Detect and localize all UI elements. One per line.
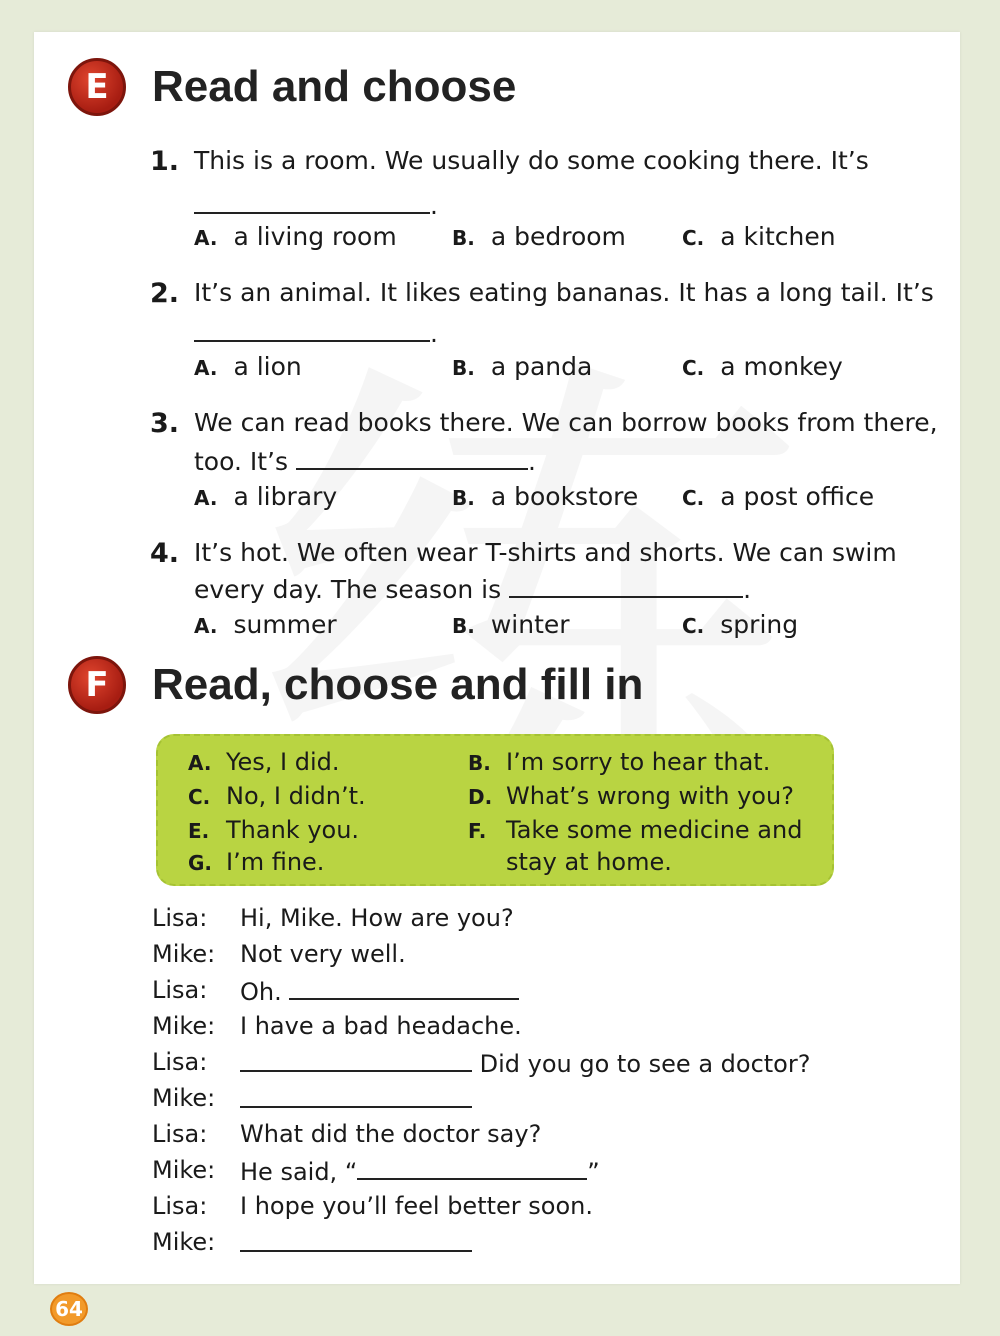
answer-blank[interactable]: [240, 1048, 472, 1072]
answer-blank[interactable]: [240, 1084, 472, 1108]
page-number-badge: 64: [50, 1292, 88, 1326]
section-f-title: Read, choose and fill in: [152, 660, 644, 709]
speaker: Lisa:: [152, 1120, 208, 1148]
option-a[interactable]: A. a living room: [194, 222, 397, 251]
line-text: I have a bad headache.: [240, 1012, 522, 1040]
answer-blank[interactable]: .: [194, 190, 438, 220]
answer-blank[interactable]: [240, 1228, 472, 1252]
option-b[interactable]: B. winter: [452, 610, 570, 639]
answer-blank[interactable]: .: [194, 318, 438, 348]
section-e-title: Read and choose: [152, 62, 517, 111]
line-text: I hope you’ll feel better soon.: [240, 1192, 593, 1220]
option-a[interactable]: A. a library: [194, 482, 338, 511]
line-text: What did the doctor say?: [240, 1120, 542, 1148]
speaker: Lisa:: [152, 1192, 208, 1220]
answer-blank[interactable]: [357, 1156, 587, 1180]
answer-blank[interactable]: [289, 976, 519, 1000]
option-c[interactable]: C. spring: [682, 610, 799, 639]
option-b[interactable]: B. a bedroom: [452, 222, 626, 251]
choice-d: D. What’s wrong with you?: [468, 782, 794, 810]
option-a[interactable]: A. summer: [194, 610, 337, 639]
question-number: 4.: [150, 538, 180, 569]
section-e-header: [68, 58, 516, 116]
speaker: Lisa:: [152, 904, 208, 932]
line-text: Oh.: [240, 978, 282, 1006]
section-e-badge: E: [68, 58, 126, 116]
option-b[interactable]: B. a panda: [452, 352, 593, 381]
question-number: 3.: [150, 408, 180, 439]
choice-f-continued: stay at home.: [506, 848, 672, 876]
answer-blank[interactable]: [509, 574, 743, 598]
choice-b: B. I’m sorry to hear that.: [468, 748, 771, 776]
speaker: Lisa:: [152, 1048, 208, 1076]
question-text: It’s an animal. It likes eating bananas. It has a long tail. It’s: [194, 278, 934, 307]
speaker: Mike:: [152, 1228, 216, 1256]
option-c[interactable]: C. a post office: [682, 482, 875, 511]
speaker: Mike:: [152, 940, 216, 968]
question-number: 2.: [150, 278, 180, 309]
speaker: Lisa:: [152, 976, 208, 1004]
speaker: Mike:: [152, 1012, 216, 1040]
choice-e: E. Thank you.: [188, 816, 360, 844]
choice-a: A. Yes, I did.: [188, 748, 340, 776]
option-b[interactable]: B. a bookstore: [452, 482, 639, 511]
line-text: He said, “: [240, 1158, 358, 1186]
section-f-badge: F: [68, 656, 126, 714]
question-text: We can read books there. We can borrow books from there,: [194, 408, 938, 437]
line-text: Not very well.: [240, 940, 406, 968]
choice-c: C. No, I didn’t.: [188, 782, 366, 810]
question-text-line2: too. It’s .: [194, 447, 536, 476]
choice-f: F. Take some medicine and: [468, 816, 803, 844]
choices-box: [156, 734, 834, 886]
question-text: It’s hot. We often wear T-shirts and shorts. We can swim: [194, 538, 897, 567]
answer-blank[interactable]: [296, 446, 528, 470]
choice-g: G. I’m fine.: [188, 848, 325, 876]
option-c[interactable]: C. a monkey: [682, 352, 843, 381]
option-c[interactable]: C. a kitchen: [682, 222, 836, 251]
section-f-header: [68, 656, 643, 714]
question-text: This is a room. We usually do some cooking there. It’s: [194, 146, 869, 175]
option-a[interactable]: A. a lion: [194, 352, 302, 381]
question-number: 1.: [150, 146, 180, 177]
question-text-line2: every day. The season is .: [194, 575, 752, 604]
speaker: Mike:: [152, 1156, 216, 1184]
closing-quote: ”: [587, 1158, 600, 1186]
line-text: Did you go to see a doctor?: [479, 1050, 811, 1078]
speaker: Mike:: [152, 1084, 216, 1112]
line-text: Hi, Mike. How are you?: [240, 904, 514, 932]
